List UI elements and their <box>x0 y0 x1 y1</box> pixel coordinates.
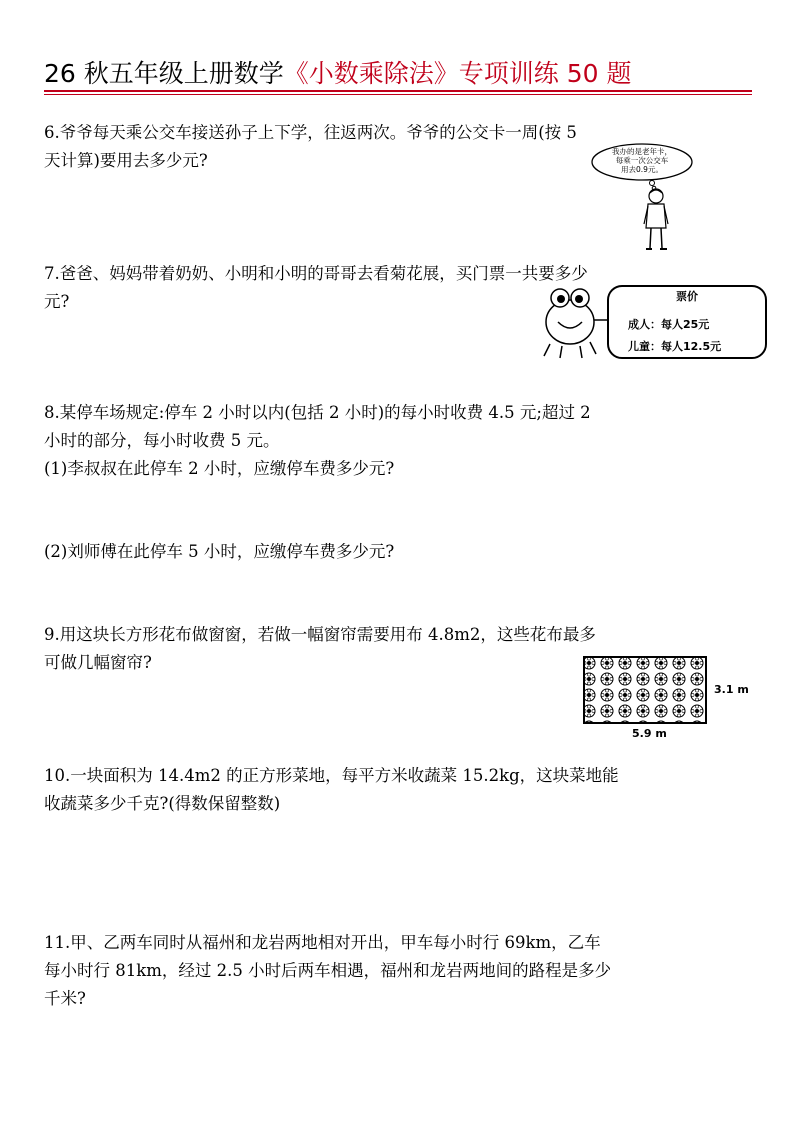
question-9-line-2: 可做几幅窗帘? <box>44 653 152 672</box>
question-9-line-1: 9.用这块长方形花布做窗窗，若做一幅窗帘需要用布 4.8m2，这些花布最多 <box>44 625 596 644</box>
question-11-line-3: 千米? <box>44 989 86 1008</box>
bubble-line-2: 每乘一次公交车 <box>615 156 669 165</box>
grandpa-illustration <box>590 142 700 254</box>
title-suffix: 专项训练 50 题 <box>458 59 632 88</box>
question-10 <box>44 762 619 818</box>
question-8 <box>44 399 591 483</box>
question-6 <box>44 119 577 175</box>
floral-cloth-illustration <box>580 655 755 740</box>
question-10-line-1: 10.一块面积为 14.4m2 的正方形菜地，每平方米收蔬菜 15.2kg，这块菜地能 <box>44 766 619 785</box>
question-7-line-1: 7.爸爸、妈妈带着奶奶、小明和小明的哥哥去看菊花展，买门票一共要多少 <box>44 264 588 283</box>
title-underline-thin <box>44 94 752 95</box>
question-11 <box>44 929 611 1013</box>
question-8-part-2: (2)刘师傅在此停车 5 小时，应缴停车费多少元? <box>44 542 395 561</box>
title-underline <box>44 90 752 92</box>
question-7-line-2: 元? <box>44 292 70 311</box>
cloth-width-label: 5.9 m <box>632 727 667 740</box>
page-title <box>44 56 754 92</box>
question-10-line-2: 收蔬菜多少千克?(得数保留整数) <box>44 794 281 813</box>
question-8-line-1: 8.某停车场规定:停车 2 小时以内(包括 2 小时)的每小时收费 4.5 元;超过 2 <box>44 403 591 422</box>
ticket-adult-price: 成人：每人25元 <box>628 318 710 331</box>
title-highlight: 《小数乘除法》 <box>283 59 459 88</box>
title-prefix: 26 秋五年级上册数学 <box>44 59 284 88</box>
question-6-line-1: 6.爷爷每天乘公交车接送孙子上下学，往返两次。爷爷的公交卡一周(按 5 <box>44 123 577 142</box>
question-7 <box>44 260 588 316</box>
question-11-line-1: 11.甲、乙两车同时从福州和龙岩两地相对开出，甲车每小时行 69km，乙车 <box>44 933 601 952</box>
bubble-line-1: 我办的是老年卡， <box>612 147 672 156</box>
ticket-child-price: 儿童：每人12.5元 <box>628 340 722 353</box>
question-8-line-2: 小时的部分，每小时收费 5 元。 <box>44 431 280 450</box>
question-11-line-2: 每小时行 81km，经过 2.5 小时后两车相遇，福州和龙岩两地间的路程是多少 <box>44 961 612 980</box>
ticket-price-title: 票价 <box>676 290 698 303</box>
cloth-height-label: 3.1 m <box>714 683 749 696</box>
question-8-part-1: (1)李叔叔在此停车 2 小时，应缴停车费多少元? <box>44 459 395 478</box>
bubble-line-3: 用去0.9元。 <box>621 165 663 174</box>
question-6-line-2: 天计算)要用去多少元? <box>44 151 208 170</box>
question-9 <box>44 621 596 677</box>
frog-ticket-illustration <box>540 282 770 362</box>
